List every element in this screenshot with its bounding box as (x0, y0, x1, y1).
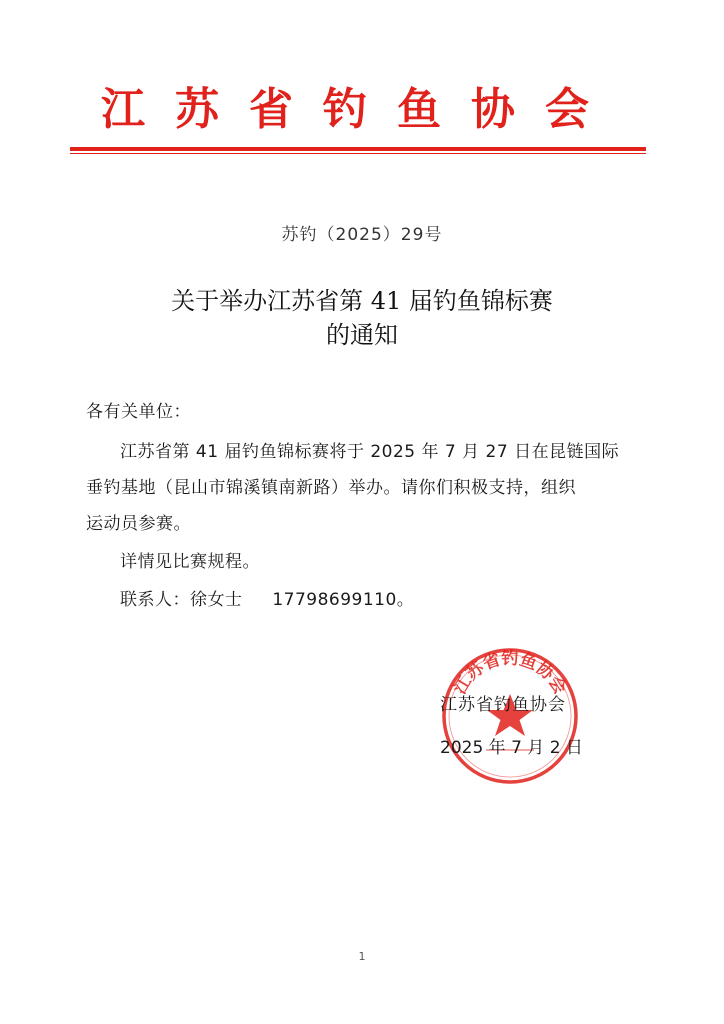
page-number: 1 (358, 950, 366, 963)
contact-line (86, 582, 690, 618)
header-rule-thick (70, 147, 646, 151)
contact-phone: 17798699110。 (272, 590, 415, 610)
org-header-title: 江苏省钓鱼协会 (101, 84, 619, 135)
body-paragraph-2: 详情见比赛规程。 (120, 552, 260, 572)
contact-label: 联系人：徐女士 (120, 590, 243, 610)
signature-date: 2025 年 7 月 2 日 (440, 738, 583, 758)
document-title-line2: 的通知 (326, 321, 398, 349)
official-seal (440, 646, 580, 786)
header-rule-thin (70, 153, 646, 154)
document-title (0, 284, 724, 352)
document-number: 苏钓（2025）29号 (281, 225, 443, 245)
seal-text: 江苏省钓鱼协会 (450, 649, 570, 698)
body-paragraph-1-line-1: 江苏省第 41 届钓鱼锦标赛将于 2025 年 7 月 27 日在昆链国际 (120, 442, 620, 462)
document-title-line1: 关于举办江苏省第 41 届钓鱼锦标赛 (171, 287, 553, 315)
body-paragraph-1-line-2: 垂钓基地（昆山市锦溪镇南新路）举办。请你们积极支持，组织 (86, 478, 576, 498)
body-paragraph-1-line-3: 运动员参赛。 (86, 514, 191, 534)
salutation: 各有关单位： (86, 402, 191, 422)
body-paragraph-1 (86, 434, 656, 542)
signature-org: 江苏省钓鱼协会 (440, 695, 566, 715)
